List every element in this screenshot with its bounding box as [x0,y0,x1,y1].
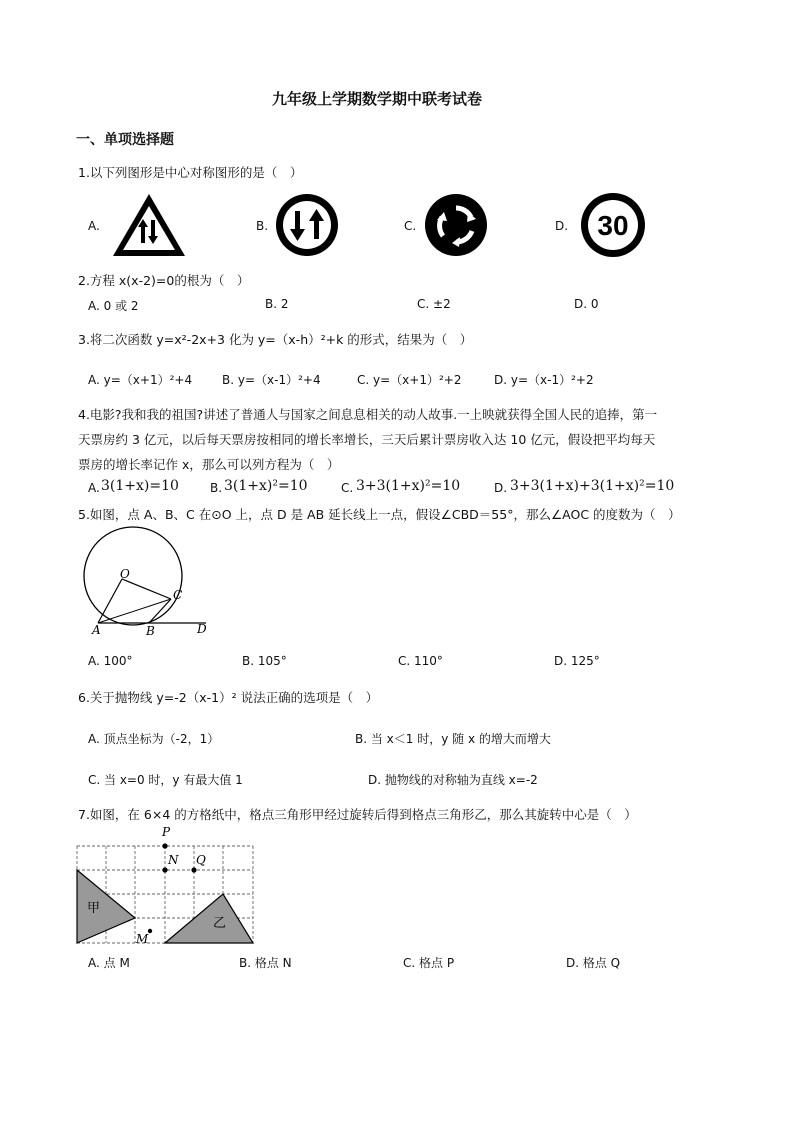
label-b: B [146,624,155,638]
q1-option-d-label: D. [555,219,569,233]
q4-option-a-formula: 3(1+x)=10 [101,478,179,494]
q2-option-c: C. ±2 [417,297,451,311]
q4-option-b-label: B. [210,481,223,495]
question-4-line1: 4.电影?我和我的祖国?讲述了普通人与国家之间息息相关的动人故事.一上映就获得全国人民的追捧，第一 [78,407,658,422]
label-p: P [162,825,171,839]
q5-option-a: A. 100° [88,654,133,668]
q1-option-a-label: A. [88,219,100,233]
q2-option-d: D. 0 [574,297,599,311]
q2-option-a: A. 0 或 2 [88,299,139,313]
label-a: A [92,623,101,637]
q6-option-c: C. 当 x=0 时，y 有最大值 1 [88,773,243,787]
q1-option-b-label: B. [256,219,269,233]
label-jia: 甲 [87,901,101,916]
q5-option-b: B. 105° [242,654,287,668]
q1-option-c-label: C. [404,219,417,233]
question-1-text: 1.以下列图形是中心对称图形的是（ ） [78,165,303,180]
question-7-text: 7.如图，在 6×4 的方格纸中，格点三角形甲经过旋转后得到格点三角形乙，那么其旋转中心是（ ） [78,807,637,822]
q4-option-d-label: D. [494,481,508,495]
q6-option-a: A. 顶点坐标为（-2，1） [88,732,220,746]
question-4-line2: 天票房约 3 亿元，以后每天票房按相同的增长率增长，三天后累计票房收入达 10 亿元，假设把平均每天 [78,432,656,447]
triangle-yi [165,894,253,943]
speed-limit-number: 30 [597,210,629,241]
grid-rotation-figure [76,824,256,948]
segment-oc [122,579,171,599]
q4-option-d-formula: 3+3(1+x)+3(1+x)²=10 [510,478,675,494]
q3-option-d: D. y=（x-1）²+2 [494,373,594,387]
q5-option-c: C. 110° [398,654,443,668]
point-q [191,867,196,872]
label-o: O [120,567,130,581]
label-c: C [173,588,183,602]
q4-option-b-formula: 3(1+x)²=10 [224,478,308,494]
q4-option-c-label: C. [341,481,354,495]
two-way-arrows-sign-icon [275,193,339,257]
exam-title: 九年级上学期数学期中联考试卷 [272,90,483,108]
question-2-text: 2.方程 x(x-2)=0的根为（ ） [78,273,250,288]
speed-limit-sign-icon [580,192,646,258]
q6-option-d: D. 抛物线的对称轴为直线 x=-2 [368,773,538,787]
section-heading: 一、单项选择题 [76,132,174,148]
roundabout-sign-icon [424,193,488,257]
circle-o [84,527,182,625]
q2-option-b: B. 2 [265,297,289,311]
question-6-text: 6.关于抛物线 y=-2（x-1）² 说法正确的选项是（ ） [78,690,379,705]
circle-geometry-figure [76,532,226,642]
q4-option-c-formula: 3+3(1+x)²=10 [356,478,461,494]
point-n [162,867,167,872]
q7-option-b: B. 格点 N [239,956,292,970]
q4-option-a-label: A. [88,481,100,495]
q3-option-a: A. y=（x+1）²+4 [88,373,193,387]
question-5-text: 5.如图，点 A、B、C 在⊙O 上，点 D 是 AB 延长线上一点，假设∠CBD＝55°，那么∠AOC 的度数为（ ） [78,507,681,522]
q7-option-a: A. 点 M [88,956,130,970]
label-d: D [197,622,207,636]
label-n: N [168,853,179,867]
q6-option-b: B. 当 x＜1 时，y 随 x 的增大而增大 [355,732,551,746]
point-p [162,843,167,848]
q7-option-c: C. 格点 P [403,956,455,970]
label-m: M [136,932,149,946]
question-4-line3: 票房的增长率记作 x，那么可以列方程为（ ） [78,457,340,472]
q5-option-d: D. 125° [554,654,600,668]
q7-option-d: D. 格点 Q [566,956,621,970]
label-q: Q [196,853,206,867]
question-3-text: 3.将二次函数 y=x²-2x+3 化为 y=（x-h）²+k 的形式，结果为（ ） [78,332,473,347]
point-m [148,929,152,933]
label-yi: 乙 [213,916,227,931]
warning-two-way-traffic-sign-icon [111,192,187,258]
q3-option-b: B. y=（x-1）²+4 [222,373,321,387]
q3-option-c: C. y=（x+1）²+2 [357,373,462,387]
